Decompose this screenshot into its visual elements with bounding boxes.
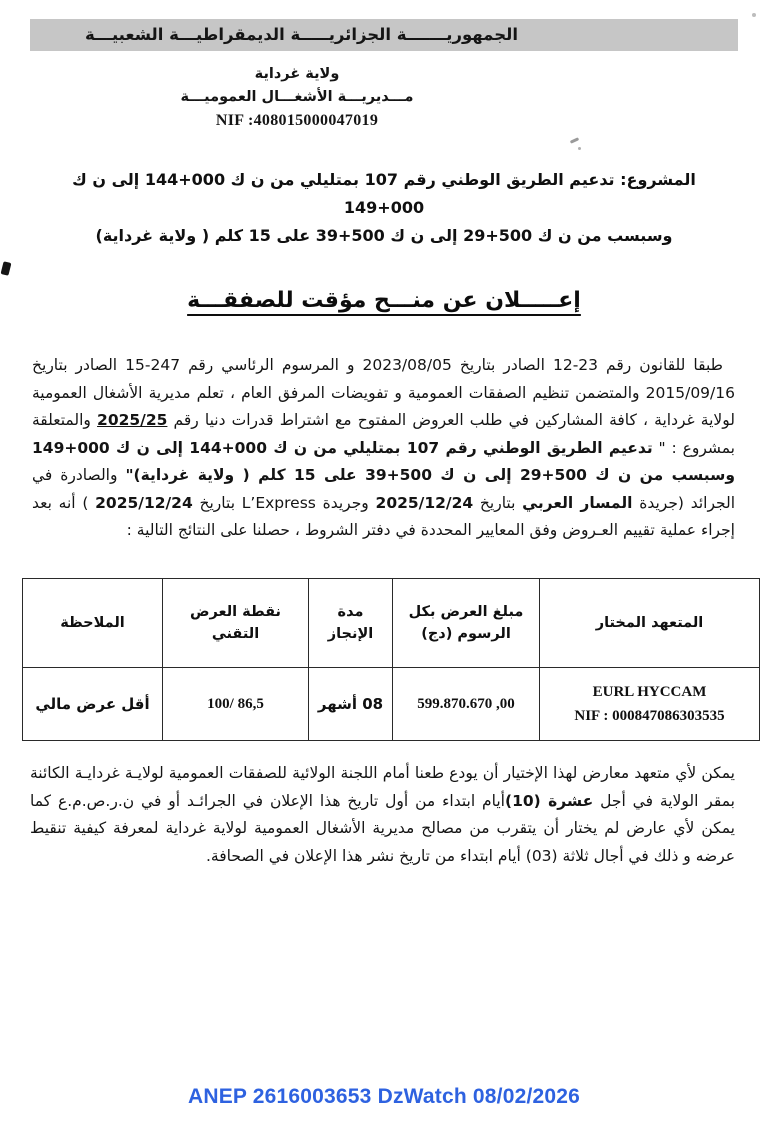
- header-amount: مبلغ العرض بكل الرسوم (دج): [393, 579, 540, 668]
- project-heading-line2: وسبسب من ن ك 500+29 إلى ن ك 500+39 على 15 كلم ( ولاية غرداية): [95, 226, 673, 245]
- scan-speckle: [752, 13, 756, 17]
- header-note: الملاحظة: [23, 579, 163, 668]
- results-table-header-row: [23, 579, 760, 668]
- ink-blob-artifact: [1, 261, 12, 276]
- header-contractor: المتعهد المختار: [540, 579, 760, 668]
- project-heading-line1: المشروع: تدعيم الطريق الوطني رقم 107 بمتليلي من ن ك 000+144 إلى ن ك 000+149: [72, 170, 696, 217]
- wilaya-name: ولاية غرداية: [254, 66, 340, 82]
- contractor-name: EURL HYCCAM: [592, 684, 707, 700]
- scan-speckle: [578, 147, 581, 150]
- header-technical-score: نقطة العرض التقني: [163, 579, 309, 668]
- issuer-nif: NIF :408015000047019: [215, 112, 379, 129]
- results-table: [22, 578, 760, 741]
- republic-banner: الجمهوريـــــــة الجزائريـــــة الديمقراطيـــة الشعبيـــة: [30, 19, 738, 51]
- issuer-block: [0, 63, 594, 132]
- anep-footer: ANEP 2616003653 DzWatch 08/02/2026: [187, 1085, 581, 1108]
- results-table-row: [23, 668, 760, 741]
- contractor-nif: NIF : 000847086303535: [574, 708, 725, 724]
- project-heading: [40, 166, 728, 250]
- cell-technical-score: 100/ 86,5: [163, 668, 309, 741]
- directorate-name: مـــديريـــة الأشغـــال العموميـــة: [180, 89, 414, 105]
- cell-note: أقل عرض مالي: [23, 668, 163, 741]
- header-duration: مدة الإنجاز: [309, 579, 393, 668]
- scan-speckle: [570, 137, 579, 144]
- cell-amount: 599.870.670 ,00: [393, 668, 540, 741]
- cell-contractor: [540, 668, 760, 741]
- legal-basis-paragraph: طبقا للقانون رقم 23-12 الصادر بتاريخ 2023/08/05 و المرسوم الرئاسي رقم 247-15 الصادر بتاريخ 2015/09/16 والمتضمن تنظيم الصفقات العمومية و تفويضات المرفق العام ، تعلم مديرية الأشغال العمومية لولاية غرداية ، كافة المشاركين في طلب العروض المفتوح مع اشتراط قدرات دنيا رقم 2025/25 والمتعلقة بمشروع : " تدعيم الطريق الوطني رقم 107 بمتليلي من ن ك 000+144 إلى ن ك 000+149 وسبسب من ن ك 500+29 إلى ن ك 500+39 على 15 كلم ( ولاية غرداية)" والصادرة في الجرائد (جريدة المسار العربي بتاريخ 2025/12/24 وجريدة L’Express بتاريخ 2025/12/24 ) أنه بعد إجراء عملية تقييم العـروض وفق المعايير المحددة في دفتر الشروط ، حصلنا على النتائج التالية :: [32, 356, 736, 539]
- cell-duration: 08 أشهر: [309, 668, 393, 741]
- appeal-paragraph: يمكن لأي متعهد معارض لهذا الإختيار أن يودع طعنا أمام اللجنة الولائية للصفقات العمومية لولايـة غردايـة الكائنة بمقر الولاية في أجل عشرة (10)أيام ابتداء من أول تاريخ هذا الإعلان في الجرائـد أو في ن.ر.ص.م.ع كما يمكن لأي عارض لم يختار أن يتقرب من مصالح مديرية الأشغال العمومية لولاية غرداية لمعرفة كيفية تنقيط عرضه و ذلك في أجال ثلاثة (03) أيام ابتداء من تاريخ نشر هذا الإعلان في الصحافة.: [30, 764, 735, 865]
- announcement-title: إعـــــلان عن منـــح مؤقت للصفقـــة: [187, 288, 581, 313]
